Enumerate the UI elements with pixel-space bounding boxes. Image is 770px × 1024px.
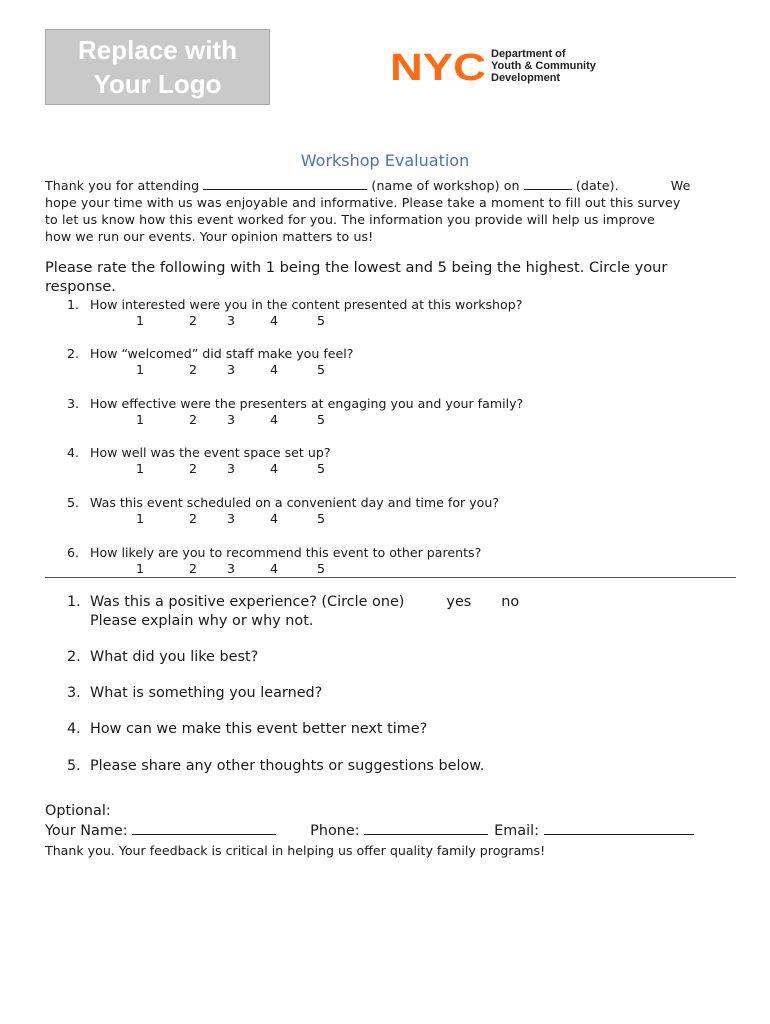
intro-paragraph: Thank you for attending (name of workshop) on (date). We hope your time with us was enjoyable and informative. Please take a moment to fill out this survey to let us know how this event worked for you. The information you provide will help us improve how we run our events. Your opinion matters to us! bbox=[45, 178, 691, 244]
workshop-name-blank[interactable] bbox=[203, 176, 367, 190]
name-field[interactable] bbox=[132, 821, 276, 835]
rating-option-1[interactable]: 1 bbox=[136, 412, 145, 427]
rating-option-2[interactable]: 2 bbox=[189, 511, 198, 526]
rating-option-2[interactable]: 2 bbox=[189, 313, 198, 328]
rating-option-3[interactable]: 3 bbox=[227, 412, 236, 427]
optional-contact: Optional: Your Name: Phone: Email: bbox=[45, 802, 694, 841]
rating-option-3[interactable]: 3 bbox=[227, 461, 236, 476]
rating-question-6: 6. How likely are you to recommend this event to other parents? bbox=[67, 545, 482, 560]
email-field[interactable] bbox=[544, 821, 694, 835]
rating-option-5[interactable]: 5 bbox=[317, 412, 326, 427]
rating-option-1[interactable]: 1 bbox=[136, 511, 145, 526]
rating-option-5[interactable]: 5 bbox=[317, 362, 326, 377]
rating-option-3[interactable]: 3 bbox=[227, 511, 236, 526]
rating-option-2[interactable]: 2 bbox=[189, 412, 198, 427]
phone-field[interactable] bbox=[364, 821, 488, 835]
logo-placeholder-line2: Your Logo bbox=[93, 69, 222, 99]
rating-option-5[interactable]: 5 bbox=[317, 461, 326, 476]
rating-question-5: 5. Was this event scheduled on a convenient day and time for you? bbox=[67, 495, 500, 510]
agency-name: Department of Youth & Community Development bbox=[491, 48, 596, 84]
rating-option-5[interactable]: 5 bbox=[317, 561, 326, 576]
yes-option[interactable]: yes bbox=[446, 594, 472, 610]
rating-option-4[interactable]: 4 bbox=[270, 511, 279, 526]
nyc-logo-text: NYC bbox=[390, 48, 486, 84]
rating-option-1[interactable]: 1 bbox=[136, 362, 145, 377]
rating-option-2[interactable]: 2 bbox=[189, 362, 198, 377]
footer-thanks: Thank you. Your feedback is critical in helping us offer quality family programs! bbox=[45, 843, 546, 858]
open-question-5: 5. Please share any other thoughts or suggestions below. bbox=[67, 758, 485, 774]
rating-option-3[interactable]: 3 bbox=[227, 362, 236, 377]
rating-option-3[interactable]: 3 bbox=[227, 313, 236, 328]
rating-option-4[interactable]: 4 bbox=[270, 412, 279, 427]
nyc-logo-icon bbox=[390, 48, 486, 84]
rating-option-5[interactable]: 5 bbox=[317, 313, 326, 328]
rating-option-3[interactable]: 3 bbox=[227, 561, 236, 576]
rating-option-4[interactable]: 4 bbox=[270, 362, 279, 377]
page-title: Workshop Evaluation bbox=[300, 151, 470, 170]
rating-option-5[interactable]: 5 bbox=[317, 511, 326, 526]
rating-option-1[interactable]: 1 bbox=[136, 561, 145, 576]
rating-option-2[interactable]: 2 bbox=[189, 461, 198, 476]
open-question-1: 1. Was this a positive experience? (Circle one) yes no Please explain why or why not. bbox=[67, 594, 520, 629]
open-question-4: 4. How can we make this event better next time? bbox=[67, 721, 428, 737]
section-divider bbox=[45, 577, 736, 578]
no-option[interactable]: no bbox=[501, 594, 520, 610]
rating-question-4: 4. How well was the event space set up? bbox=[67, 445, 331, 460]
open-question-3: 3. What is something you learned? bbox=[67, 685, 323, 701]
nyc-dycd-logo bbox=[390, 48, 596, 84]
rating-question-3: 3. How effective were the presenters at engaging you and your family? bbox=[67, 396, 524, 411]
logo-placeholder-line1: Replace with bbox=[78, 35, 237, 65]
rating-option-2[interactable]: 2 bbox=[189, 561, 198, 576]
rating-option-4[interactable]: 4 bbox=[270, 313, 279, 328]
open-question-2: 2. What did you like best? bbox=[67, 649, 259, 665]
rating-question-1: 1. How interested were you in the content presented at this workshop? bbox=[67, 297, 523, 312]
rating-option-1[interactable]: 1 bbox=[136, 313, 145, 328]
rating-heading: Please rate the following with 1 being the lowest and 5 being the highest. Circle your response. bbox=[45, 259, 668, 295]
date-blank[interactable] bbox=[524, 176, 572, 190]
rating-option-4[interactable]: 4 bbox=[270, 461, 279, 476]
logo-placeholder bbox=[45, 29, 270, 105]
rating-option-4[interactable]: 4 bbox=[270, 561, 279, 576]
rating-question-2: 2. How “welcomed” did staff make you feel? bbox=[67, 346, 354, 361]
rating-option-1[interactable]: 1 bbox=[136, 461, 145, 476]
